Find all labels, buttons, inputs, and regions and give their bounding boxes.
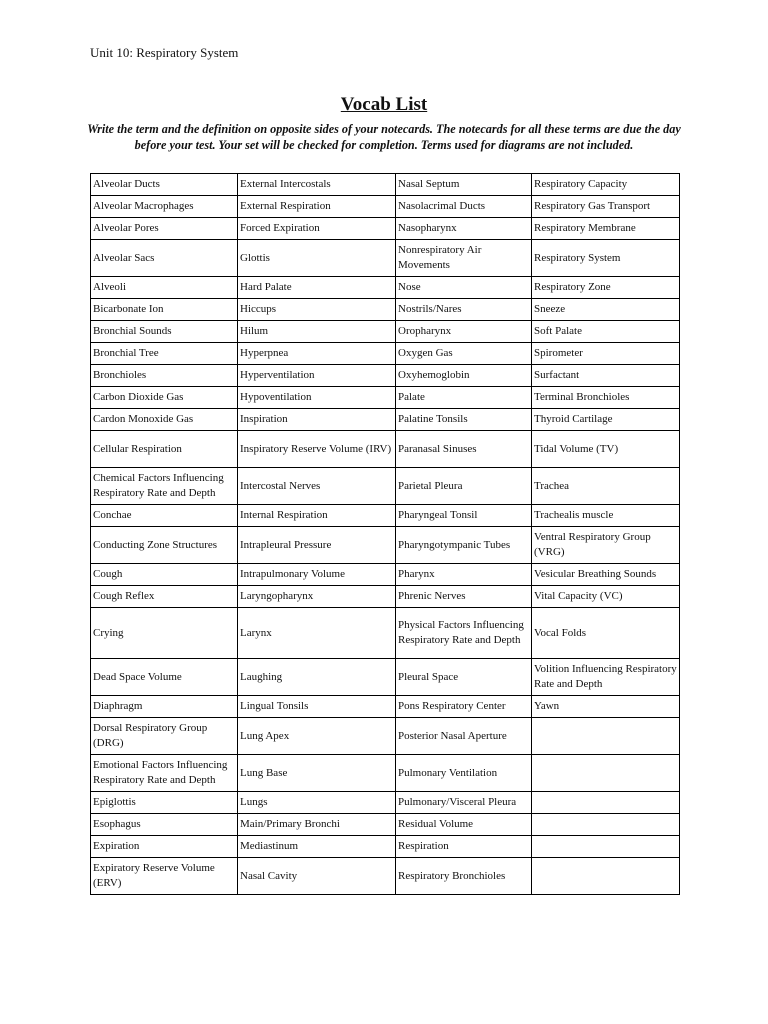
vocab-term-cell [532,755,680,792]
vocab-term-cell: Pharyngeal Tonsil [396,505,532,527]
vocab-term-cell: Intrapulmonary Volume [238,564,396,586]
table-row [91,608,680,659]
vocab-term-cell: Epiglottis [91,792,238,814]
table-row [91,299,680,321]
page-title: Vocab List [340,94,428,115]
vocab-term-cell: Soft Palate [532,321,680,343]
table-row [91,836,680,858]
vocab-term-cell: Crying [91,608,238,659]
vocab-term-cell: Pharyngotympanic Tubes [396,527,532,564]
vocab-term-cell: Glottis [238,240,396,277]
vocab-term-cell: Trachea [532,468,680,505]
vocab-term-cell: Residual Volume [396,814,532,836]
vocab-term-cell: Intercostal Nerves [238,468,396,505]
vocab-term-cell [532,792,680,814]
vocab-table-body [91,174,680,895]
vocab-term-cell: Tidal Volume (TV) [532,431,680,468]
vocab-term-cell: Nonrespiratory Air Movements [396,240,532,277]
vocab-term-cell: Nostrils/Nares [396,299,532,321]
vocab-term-cell: Ventral Respiratory Group (VRG) [532,527,680,564]
vocab-term-cell: Trachealis muscle [532,505,680,527]
vocab-term-cell: Mediastinum [238,836,396,858]
vocab-term-cell: Cough [91,564,238,586]
table-row [91,696,680,718]
vocab-term-cell: Alveolar Pores [91,218,238,240]
vocab-term-cell: Respiration [396,836,532,858]
vocab-term-cell [532,858,680,895]
vocab-term-cell: Surfactant [532,365,680,387]
table-row [91,431,680,468]
vocab-term-cell: Cardon Monoxide Gas [91,409,238,431]
table-row [91,240,680,277]
table-row [91,659,680,696]
vocab-term-cell: Thyroid Cartilage [532,409,680,431]
vocab-term-cell: Respiratory Gas Transport [532,196,680,218]
vocab-term-cell: Pulmonary Ventilation [396,755,532,792]
vocab-term-cell: Bronchial Sounds [91,321,238,343]
vocab-term-cell: Expiratory Reserve Volume (ERV) [91,858,238,895]
vocab-term-cell: Physical Factors Influencing Respiratory Rate and Depth [396,608,532,659]
vocab-term-cell: Nasal Cavity [238,858,396,895]
table-row [91,365,680,387]
vocab-term-cell: Yawn [532,696,680,718]
table-row [91,321,680,343]
vocab-term-cell: Inspiratory Reserve Volume (IRV) [238,431,396,468]
table-row [91,277,680,299]
vocab-term-cell: Alveoli [91,277,238,299]
table-row [91,505,680,527]
vocab-term-cell: Terminal Bronchioles [532,387,680,409]
vocab-term-cell: Nasolacrimal Ducts [396,196,532,218]
vocab-term-cell: Alveolar Sacs [91,240,238,277]
vocab-term-cell: Emotional Factors Influencing Respiratory Rate and Depth [91,755,238,792]
vocab-term-cell: Vesicular Breathing Sounds [532,564,680,586]
vocab-term-cell: Phrenic Nerves [396,586,532,608]
unit-header: Unit 10: Respiratory System [90,45,239,60]
vocab-term-cell: Palatine Tonsils [396,409,532,431]
table-row [91,196,680,218]
table-row [91,468,680,505]
table-row [91,792,680,814]
vocab-term-cell: Carbon Dioxide Gas [91,387,238,409]
vocab-term-cell: Vital Capacity (VC) [532,586,680,608]
vocab-term-cell: Parietal Pleura [396,468,532,505]
vocab-term-cell: Hypoventilation [238,387,396,409]
vocab-term-cell: External Intercostals [238,174,396,196]
vocab-term-cell: Pulmonary/Visceral Pleura [396,792,532,814]
vocab-term-cell: Inspiration [238,409,396,431]
vocab-term-cell: Pons Respiratory Center [396,696,532,718]
vocab-term-cell: Lingual Tonsils [238,696,396,718]
vocab-term-cell: Bronchioles [91,365,238,387]
vocab-term-cell: Oxygen Gas [396,343,532,365]
vocab-term-cell: Cough Reflex [91,586,238,608]
vocab-term-cell: Hyperventilation [238,365,396,387]
vocab-term-cell: Intrapleural Pressure [238,527,396,564]
vocab-term-cell: Respiratory Membrane [532,218,680,240]
table-row [91,814,680,836]
vocab-term-cell: Conducting Zone Structures [91,527,238,564]
vocab-term-cell: Lung Base [238,755,396,792]
vocab-term-cell: Laughing [238,659,396,696]
vocab-term-cell: Posterior Nasal Aperture [396,718,532,755]
instructions-text: Write the term and the definition on opposite sides of your notecards. The notecards for all these terms are due the day before your test. Your set will be checked for completion. Terms used for diagrams are not included. [87,122,681,152]
vocab-term-cell: Internal Respiration [238,505,396,527]
table-row [91,858,680,895]
table-row [91,527,680,564]
vocab-term-cell: Alveolar Macrophages [91,196,238,218]
vocab-term-cell: Nasopharynx [396,218,532,240]
vocab-term-cell: Diaphragm [91,696,238,718]
vocab-term-cell: Bronchial Tree [91,343,238,365]
vocab-term-cell: Nasal Septum [396,174,532,196]
vocab-term-cell: Conchae [91,505,238,527]
vocab-term-cell: Volition Influencing Respiratory Rate and Depth [532,659,680,696]
table-row [91,564,680,586]
vocab-term-cell [532,718,680,755]
vocab-term-cell: Larynx [238,608,396,659]
vocab-term-cell: Laryngopharynx [238,586,396,608]
vocab-term-cell: Respiratory Zone [532,277,680,299]
table-row [91,387,680,409]
vocab-term-cell: Alveolar Ducts [91,174,238,196]
vocab-term-cell: Oropharynx [396,321,532,343]
vocab-term-cell: Spirometer [532,343,680,365]
vocab-term-cell [532,814,680,836]
vocab-term-cell: Forced Expiration [238,218,396,240]
vocab-term-cell: Pharynx [396,564,532,586]
vocab-term-cell: Expiration [91,836,238,858]
table-row [91,755,680,792]
vocab-term-cell: Paranasal Sinuses [396,431,532,468]
vocab-term-cell: Lung Apex [238,718,396,755]
table-row [91,174,680,196]
vocab-term-cell: Hard Palate [238,277,396,299]
vocab-term-cell: Cellular Respiration [91,431,238,468]
vocab-term-cell: Dorsal Respiratory Group (DRG) [91,718,238,755]
vocab-term-cell: Main/Primary Bronchi [238,814,396,836]
vocab-term-cell: Oxyhemoglobin [396,365,532,387]
vocab-term-cell: External Respiration [238,196,396,218]
vocab-term-cell: Hyperpnea [238,343,396,365]
table-row [91,343,680,365]
vocab-term-cell: Dead Space Volume [91,659,238,696]
table-row [91,718,680,755]
vocab-term-cell: Pleural Space [396,659,532,696]
vocab-term-cell: Nose [396,277,532,299]
vocab-term-cell: Respiratory Capacity [532,174,680,196]
table-row [91,218,680,240]
vocab-term-cell: Chemical Factors Influencing Respiratory Rate and Depth [91,468,238,505]
vocab-term-cell: Palate [396,387,532,409]
vocab-table [90,173,680,895]
vocab-term-cell: Bicarbonate Ion [91,299,238,321]
vocab-term-cell: Respiratory System [532,240,680,277]
vocab-term-cell: Sneeze [532,299,680,321]
vocab-term-cell [532,836,680,858]
table-row [91,409,680,431]
vocab-term-cell: Hiccups [238,299,396,321]
vocab-term-cell: Esophagus [91,814,238,836]
vocab-term-cell: Vocal Folds [532,608,680,659]
vocab-term-cell: Hilum [238,321,396,343]
table-row [91,586,680,608]
vocab-term-cell: Lungs [238,792,396,814]
vocab-term-cell: Respiratory Bronchioles [396,858,532,895]
